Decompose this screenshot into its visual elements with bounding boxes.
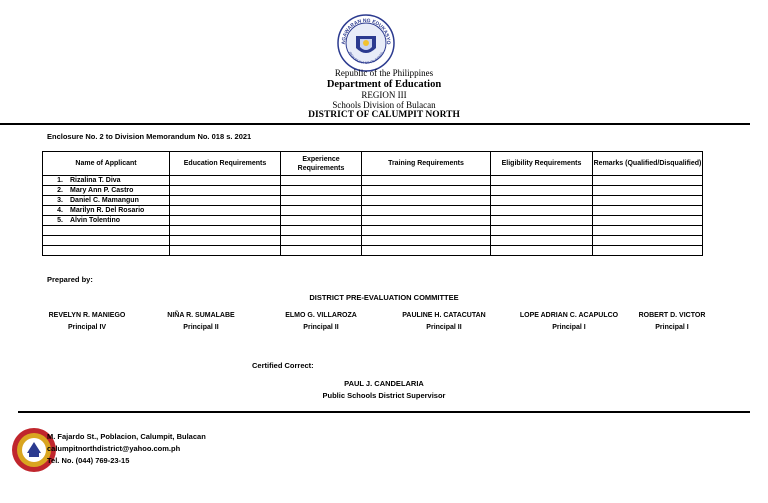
requirement-cell [362, 236, 491, 246]
signatory-position: Principal I [552, 324, 586, 331]
requirement-cell [170, 226, 281, 236]
requirement-cell [593, 236, 703, 246]
table-header-row [43, 152, 703, 176]
applicant-number: 5. [57, 217, 63, 224]
header-training: Training Requirements [362, 152, 491, 176]
requirement-cell [491, 236, 593, 246]
svg-text:REPUBLIKA NG PILIPINAS: REPUBLIKA NG PILIPINAS [347, 51, 385, 65]
requirement-cell [281, 186, 362, 196]
signatory-position: Principal I [655, 324, 689, 331]
header-division: Schools Division of Bulacan [332, 100, 436, 110]
applicant-number: 4. [57, 207, 63, 214]
signatory-position: Principal II [426, 324, 462, 331]
requirement-cell [281, 196, 362, 206]
signatory-name: LOPE ADRIAN C. ACAPULCO [519, 312, 619, 319]
applicant-name-cell [43, 226, 170, 236]
applicant-name: Rizalina T. Diva [70, 177, 121, 184]
requirement-cell [491, 196, 593, 206]
requirement-cell [362, 246, 491, 256]
applicant-name-cell [43, 186, 170, 196]
header-experience: Experience Requirements [281, 152, 362, 176]
header-region: REGION III [361, 90, 407, 100]
applicant-name: Mary Ann P. Castro [70, 187, 134, 194]
requirement-cell [281, 246, 362, 256]
header-remarks: Remarks (Qualified/Disqualified) [593, 152, 703, 176]
requirement-cell [281, 176, 362, 186]
table-row [43, 246, 703, 256]
applicant-name: Alvin Tolentino [70, 217, 121, 224]
requirement-cell [593, 246, 703, 256]
signatory-position: Principal IV [67, 324, 107, 331]
table-row [43, 206, 703, 216]
requirement-cell [593, 186, 703, 196]
requirement-cell [281, 206, 362, 216]
table-row [43, 176, 703, 186]
requirement-cell [170, 186, 281, 196]
requirement-cell [170, 236, 281, 246]
requirement-cell [593, 226, 703, 236]
requirement-cell [491, 246, 593, 256]
applicant-name-cell [43, 246, 170, 256]
requirement-cell [491, 226, 593, 236]
applicant-number: 3. [57, 197, 63, 204]
applicant-name-cell [43, 206, 170, 216]
signatory-position: Principal II [183, 324, 219, 331]
svg-text:KAGAWARAN NG EDUKASYON: AGAWARAN NG EDUKASYO [340, 17, 392, 45]
requirement-cell [593, 216, 703, 226]
signatory-name: PAULINE H. CATACUTAN [402, 312, 486, 319]
signatory-name: ELMO G. VILLAROZA [285, 312, 357, 319]
certifier-position: Public Schools District Supervisor [322, 391, 446, 400]
requirement-cell [281, 236, 362, 246]
table-row [43, 236, 703, 246]
applicant-number: 2. [57, 187, 63, 194]
requirement-cell [491, 186, 593, 196]
requirement-cell [170, 196, 281, 206]
footer-divider [18, 411, 750, 413]
header-republic: Republic of the Philippines [334, 68, 434, 78]
requirement-cell [170, 176, 281, 186]
deped-seal-logo [337, 14, 395, 72]
requirement-cell [362, 186, 491, 196]
table-row [43, 186, 703, 196]
requirement-cell [281, 226, 362, 236]
header-education: Education Requirements [170, 152, 281, 176]
applicant-name: Marilyn R. Del Rosario [70, 207, 145, 214]
header-department: Department of Education [326, 79, 442, 90]
signatory-name: REVELYN R. MANIEGO [48, 312, 126, 319]
requirement-cell [593, 196, 703, 206]
requirement-cell [170, 216, 281, 226]
table-row [43, 196, 703, 206]
header-name: Name of Applicant [43, 152, 170, 176]
footer-email[interactable]: calumpitnorthdistrict@yahoo.com.ph [47, 444, 181, 453]
table-row [43, 226, 703, 236]
requirement-cell [362, 216, 491, 226]
applicant-name: Daniel C. Mamangun [70, 197, 139, 204]
certifier-name: PAUL J. CANDELARIA [344, 379, 424, 388]
header-district: DISTRICT OF CALUMPIT NORTH [308, 110, 460, 120]
table-row [43, 216, 703, 226]
requirement-cell [593, 176, 703, 186]
applicant-number: 1. [57, 177, 63, 184]
footer-address: M. Fajardo St., Poblacion, Calumpit, Bulacan [47, 432, 206, 441]
enclosure-reference: Enclosure No. 2 to Division Memorandum No. 018 s. 2021 [47, 132, 252, 141]
requirement-cell [491, 176, 593, 186]
committee-title: DISTRICT PRE-EVALUATION COMMITTEE [309, 293, 459, 302]
signatory-name: NIÑA R. SUMALABE [167, 312, 235, 319]
header-divider [0, 123, 750, 125]
signatory-position: Principal II [303, 324, 339, 331]
requirement-cell [362, 206, 491, 216]
requirement-cell [362, 196, 491, 206]
requirement-cell [491, 206, 593, 216]
requirement-cell [170, 206, 281, 216]
header-eligibility: Eligibility Requirements [491, 152, 593, 176]
signatory-name: ROBERT D. VICTOR [638, 312, 706, 319]
prepared-by-label: Prepared by: [47, 275, 93, 284]
requirement-cell [281, 216, 362, 226]
applicant-name-cell [43, 196, 170, 206]
applicant-name-cell [43, 236, 170, 246]
requirement-cell [362, 226, 491, 236]
requirement-cell [170, 246, 281, 256]
certified-correct-label: Certified Correct: [252, 361, 314, 370]
requirement-cell [491, 216, 593, 226]
footer-telephone: Tel. No. (044) 769-23-15 [47, 456, 130, 465]
applicant-name-cell [43, 176, 170, 186]
applicant-table [42, 151, 703, 256]
requirement-cell [362, 176, 491, 186]
applicant-name-cell [43, 216, 170, 226]
requirement-cell [593, 206, 703, 216]
